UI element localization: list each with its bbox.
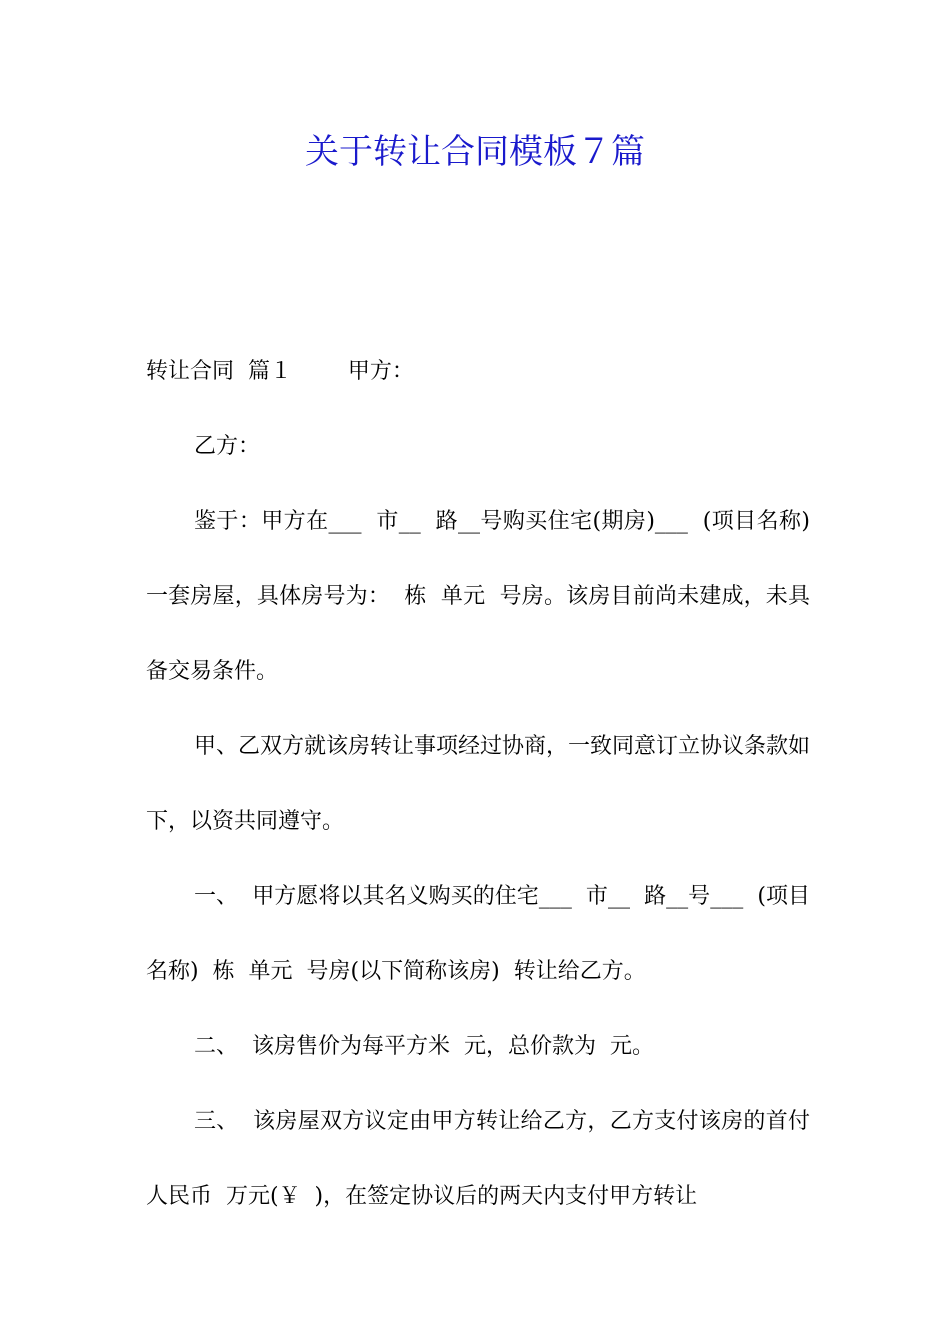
document-body — [146, 334, 810, 1234]
document-title: 关于转让合同模板７篇 — [305, 132, 645, 172]
paragraph-clause-3: 三、 该房屋双方议定由甲方转让给乙方，乙方支付该房的首付人民币 万元(￥ )，在签定协议后的两天内支付甲方转让 — [146, 1109, 810, 1209]
section-heading: 转让合同 篇１ 甲方： — [146, 359, 414, 384]
paragraph-agreement: 甲、乙双方就该房转让事项经过协商，一致同意订立协议条款如下，以资共同遵守。 — [146, 734, 811, 834]
paragraph-clause-1: 一、 甲方愿将以其名义购买的住宅___ 市__ 路__号___ (项目名称) 栋 单元 号房(以下简称该房) 转让给乙方。 — [146, 884, 810, 984]
paragraph-clause-2: 二、 该房售价为每平方米 元，总价款为 元。 — [194, 1034, 654, 1059]
paragraph-party-b: 乙方： — [194, 434, 261, 459]
paragraph-whereas: 鉴于：甲方在___ 市__ 路__号购买住宅(期房)___ (项目名称)一套房屋，具体房号为： 栋 单元 号房。该房目前尚未建成，未具备交易条件。 — [146, 509, 810, 684]
